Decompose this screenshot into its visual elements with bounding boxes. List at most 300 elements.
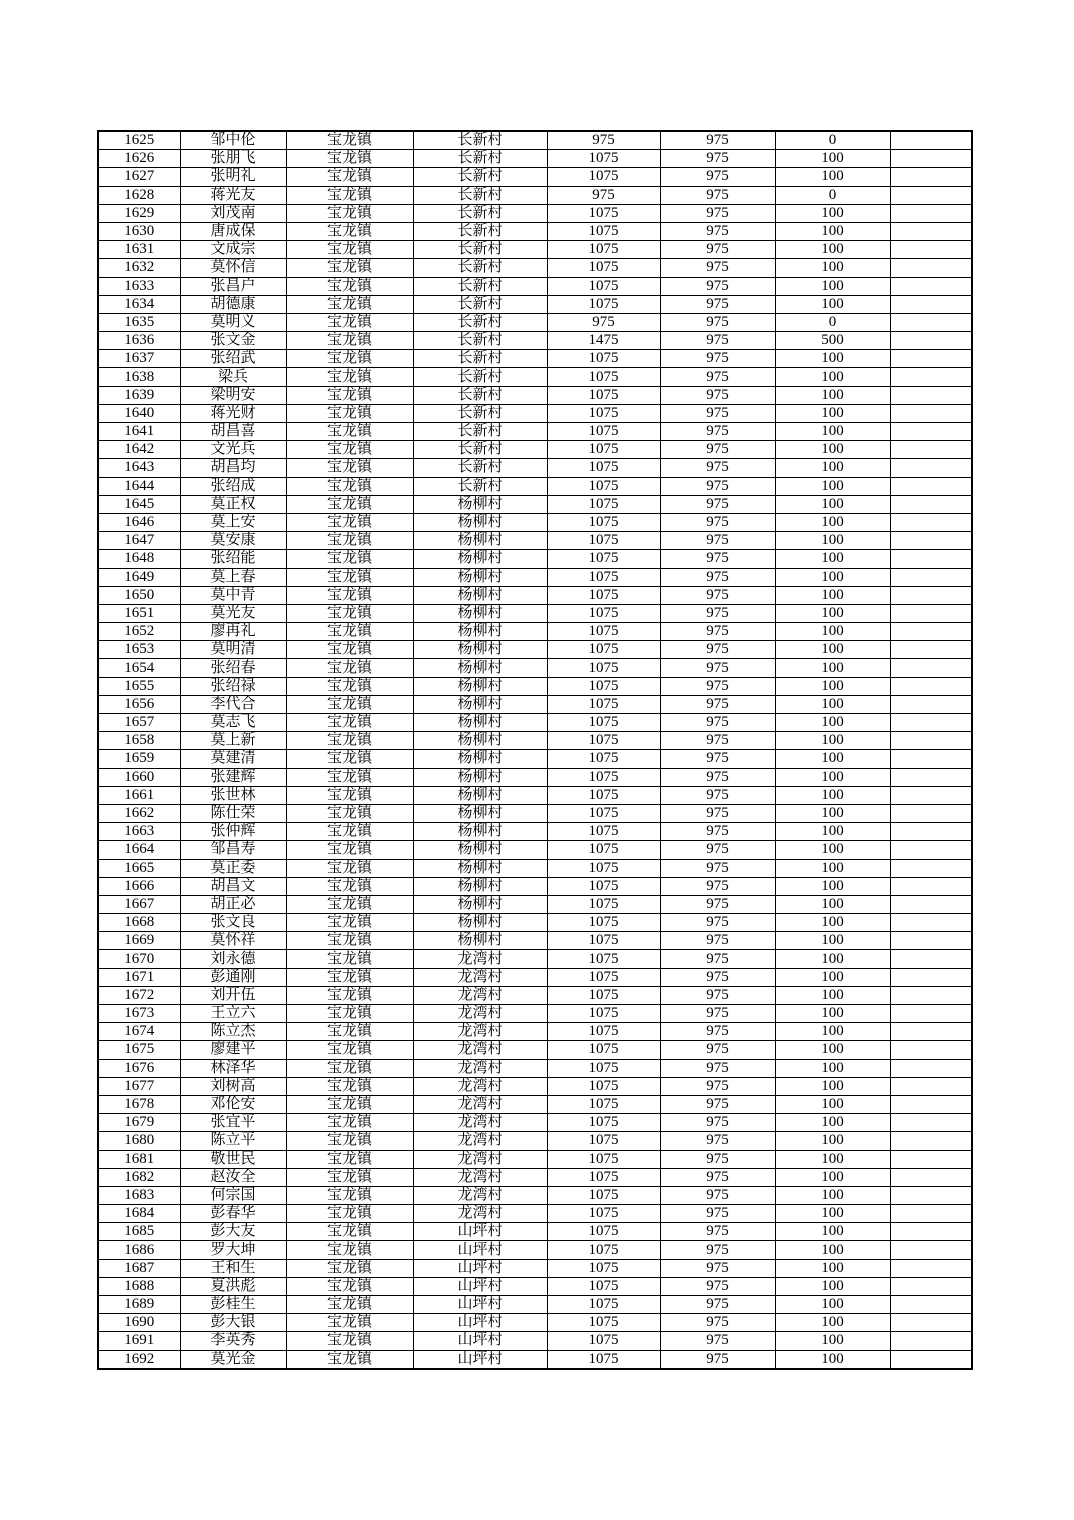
name-cell: 罗大坤 [180,1241,286,1259]
name-cell: 王和生 [180,1259,286,1277]
difference-cell: 100 [775,495,890,513]
difference-cell: 100 [775,1095,890,1113]
remark-cell [890,768,972,786]
standard-cell: 975 [660,859,775,877]
difference-cell: 100 [775,568,890,586]
name-cell: 胡德康 [180,295,286,313]
town-cell: 宝龙镇 [286,332,413,350]
standard-cell: 975 [660,804,775,822]
standard-cell: 975 [660,1259,775,1277]
town-cell: 宝龙镇 [286,586,413,604]
village-cell: 杨柳村 [413,786,547,804]
remark-cell [890,732,972,750]
amount-cell: 1075 [547,550,660,568]
difference-cell: 0 [775,186,890,204]
amount-cell: 1075 [547,423,660,441]
amount-cell: 1075 [547,350,660,368]
standard-cell: 975 [660,477,775,495]
amount-cell: 1075 [547,968,660,986]
remark-cell [890,386,972,404]
standard-cell: 975 [660,441,775,459]
amount-cell: 1075 [547,1077,660,1095]
amount-cell: 1075 [547,568,660,586]
remark-cell [890,350,972,368]
row-number-cell: 1632 [98,259,180,277]
table-row [98,768,972,786]
table-row [98,1241,972,1259]
amount-cell: 1075 [547,659,660,677]
town-cell: 宝龙镇 [286,695,413,713]
village-cell: 龙湾村 [413,1077,547,1095]
amount-cell: 1075 [547,750,660,768]
name-cell: 敬世民 [180,1150,286,1168]
town-cell: 宝龙镇 [286,1314,413,1332]
row-number-cell: 1630 [98,222,180,240]
difference-cell: 100 [775,241,890,259]
standard-cell: 975 [660,732,775,750]
standard-cell: 975 [660,332,775,350]
standard-cell: 975 [660,568,775,586]
table-row [98,732,972,750]
name-cell: 邹昌寿 [180,841,286,859]
difference-cell: 100 [775,750,890,768]
row-number-cell: 1643 [98,459,180,477]
difference-cell: 100 [775,1077,890,1095]
remark-cell [890,532,972,550]
name-cell: 张文良 [180,914,286,932]
amount-cell: 1075 [547,204,660,222]
amount-cell: 1075 [547,441,660,459]
amount-cell: 1075 [547,1059,660,1077]
remark-cell [890,786,972,804]
village-cell: 长新村 [413,186,547,204]
table-row [98,877,972,895]
remark-cell [890,1259,972,1277]
standard-cell: 975 [660,404,775,422]
village-cell: 长新村 [413,477,547,495]
difference-cell: 100 [775,459,890,477]
difference-cell: 100 [775,477,890,495]
town-cell: 宝龙镇 [286,168,413,186]
table-row [98,568,972,586]
town-cell: 宝龙镇 [286,259,413,277]
difference-cell: 100 [775,222,890,240]
difference-cell: 100 [775,604,890,622]
town-cell: 宝龙镇 [286,823,413,841]
row-number-cell: 1689 [98,1296,180,1314]
standard-cell: 975 [660,714,775,732]
standard-cell: 975 [660,1205,775,1223]
village-cell: 长新村 [413,386,547,404]
table-row [98,714,972,732]
amount-cell: 975 [547,131,660,150]
remark-cell [890,714,972,732]
name-cell: 陈立平 [180,1132,286,1150]
name-cell: 张绍春 [180,659,286,677]
name-cell: 陈仕荣 [180,804,286,822]
town-cell: 宝龙镇 [286,859,413,877]
town-cell: 宝龙镇 [286,1186,413,1204]
amount-cell: 1075 [547,1041,660,1059]
name-cell: 莫上新 [180,732,286,750]
table-row [98,1350,972,1369]
row-number-cell: 1690 [98,1314,180,1332]
table-row [98,968,972,986]
remark-cell [890,459,972,477]
village-cell: 长新村 [413,150,547,168]
table-row [98,404,972,422]
amount-cell: 1075 [547,1114,660,1132]
remark-cell [890,1005,972,1023]
name-cell: 张世林 [180,786,286,804]
difference-cell: 100 [775,623,890,641]
difference-cell: 100 [775,859,890,877]
table-row [98,368,972,386]
village-cell: 龙湾村 [413,1059,547,1077]
standard-cell: 975 [660,150,775,168]
remark-cell [890,441,972,459]
standard-cell: 975 [660,368,775,386]
table-row [98,1168,972,1186]
row-number-cell: 1652 [98,623,180,641]
remark-cell [890,932,972,950]
table-row [98,313,972,331]
amount-cell: 1075 [547,714,660,732]
village-cell: 龙湾村 [413,950,547,968]
table-row [98,786,972,804]
row-number-cell: 1684 [98,1205,180,1223]
village-cell: 长新村 [413,404,547,422]
town-cell: 宝龙镇 [286,532,413,550]
standard-cell: 975 [660,841,775,859]
amount-cell: 1075 [547,641,660,659]
row-number-cell: 1645 [98,495,180,513]
row-number-cell: 1676 [98,1059,180,1077]
amount-cell: 1075 [547,804,660,822]
standard-cell: 975 [660,1277,775,1295]
remark-cell [890,150,972,168]
village-cell: 杨柳村 [413,841,547,859]
standard-cell: 975 [660,313,775,331]
name-cell: 张文金 [180,332,286,350]
standard-cell: 975 [660,423,775,441]
name-cell: 蒋光财 [180,404,286,422]
amount-cell: 1075 [547,386,660,404]
name-cell: 刘永德 [180,950,286,968]
amount-cell: 1075 [547,1095,660,1113]
remark-cell [890,877,972,895]
row-number-cell: 1631 [98,241,180,259]
row-number-cell: 1673 [98,1005,180,1023]
difference-cell: 100 [775,677,890,695]
row-number-cell: 1678 [98,1095,180,1113]
name-cell: 王立六 [180,1005,286,1023]
amount-cell: 975 [547,313,660,331]
standard-cell: 975 [660,259,775,277]
table-row [98,1332,972,1350]
amount-cell: 1075 [547,368,660,386]
name-cell: 唐成保 [180,222,286,240]
standard-cell: 975 [660,604,775,622]
standard-cell: 975 [660,677,775,695]
amount-cell: 1075 [547,1277,660,1295]
table-row [98,1114,972,1132]
table-row [98,259,972,277]
town-cell: 宝龙镇 [286,313,413,331]
name-cell: 林泽华 [180,1059,286,1077]
name-cell: 邹中伦 [180,131,286,150]
amount-cell: 1075 [547,859,660,877]
remark-cell [890,1350,972,1369]
row-number-cell: 1672 [98,986,180,1004]
table-row [98,186,972,204]
table-row [98,1059,972,1077]
remark-cell [890,277,972,295]
remark-cell [890,259,972,277]
town-cell: 宝龙镇 [286,659,413,677]
name-cell: 莫光金 [180,1350,286,1369]
amount-cell: 1075 [547,1259,660,1277]
village-cell: 杨柳村 [413,641,547,659]
table-row [98,513,972,531]
amount-cell: 1075 [547,1350,660,1369]
table-row [98,477,972,495]
difference-cell: 100 [775,1114,890,1132]
remark-cell [890,823,972,841]
table-row [98,1095,972,1113]
name-cell: 何宗国 [180,1186,286,1204]
town-cell: 宝龙镇 [286,804,413,822]
table-row [98,1023,972,1041]
row-number-cell: 1627 [98,168,180,186]
row-number-cell: 1675 [98,1041,180,1059]
name-cell: 张绍武 [180,350,286,368]
name-cell: 张绍禄 [180,677,286,695]
amount-cell: 1075 [547,150,660,168]
village-cell: 杨柳村 [413,914,547,932]
village-cell: 杨柳村 [413,604,547,622]
town-cell: 宝龙镇 [286,568,413,586]
village-cell: 杨柳村 [413,877,547,895]
amount-cell: 1075 [547,222,660,240]
village-cell: 长新村 [413,459,547,477]
name-cell: 莫中青 [180,586,286,604]
difference-cell: 100 [775,1241,890,1259]
difference-cell: 100 [775,532,890,550]
town-cell: 宝龙镇 [286,1150,413,1168]
amount-cell: 1075 [547,1186,660,1204]
name-cell: 彭大银 [180,1314,286,1332]
village-cell: 山坪村 [413,1277,547,1295]
town-cell: 宝龙镇 [286,295,413,313]
row-number-cell: 1639 [98,386,180,404]
table-row [98,386,972,404]
standard-cell: 975 [660,1150,775,1168]
remark-cell [890,986,972,1004]
name-cell: 刘树高 [180,1077,286,1095]
village-cell: 杨柳村 [413,513,547,531]
difference-cell: 100 [775,1168,890,1186]
standard-cell: 975 [660,659,775,677]
village-cell: 龙湾村 [413,1186,547,1204]
name-cell: 胡正必 [180,895,286,913]
name-cell: 夏洪彪 [180,1277,286,1295]
name-cell: 张绍能 [180,550,286,568]
village-cell: 龙湾村 [413,1005,547,1023]
data-table [97,130,973,1370]
standard-cell: 975 [660,459,775,477]
amount-cell: 1475 [547,332,660,350]
difference-cell: 100 [775,1005,890,1023]
difference-cell: 100 [775,1041,890,1059]
name-cell: 莫正委 [180,859,286,877]
difference-cell: 100 [775,1332,890,1350]
name-cell: 李代合 [180,695,286,713]
name-cell: 蒋光友 [180,186,286,204]
row-number-cell: 1654 [98,659,180,677]
row-number-cell: 1637 [98,350,180,368]
village-cell: 龙湾村 [413,968,547,986]
standard-cell: 975 [660,623,775,641]
difference-cell: 100 [775,768,890,786]
town-cell: 宝龙镇 [286,1350,413,1369]
table-row [98,1132,972,1150]
town-cell: 宝龙镇 [286,459,413,477]
remark-cell [890,841,972,859]
amount-cell: 1075 [547,586,660,604]
row-number-cell: 1677 [98,1077,180,1095]
row-number-cell: 1661 [98,786,180,804]
amount-cell: 1075 [547,1223,660,1241]
row-number-cell: 1634 [98,295,180,313]
amount-cell: 975 [547,186,660,204]
table-row [98,1314,972,1332]
village-cell: 杨柳村 [413,623,547,641]
remark-cell [890,604,972,622]
remark-cell [890,404,972,422]
table-row [98,986,972,1004]
remark-cell [890,659,972,677]
remark-cell [890,623,972,641]
name-cell: 李英秀 [180,1332,286,1350]
village-cell: 杨柳村 [413,550,547,568]
table-row [98,277,972,295]
name-cell: 刘开伍 [180,986,286,1004]
town-cell: 宝龙镇 [286,768,413,786]
standard-cell: 975 [660,1023,775,1041]
town-cell: 宝龙镇 [286,750,413,768]
village-cell: 杨柳村 [413,695,547,713]
row-number-cell: 1633 [98,277,180,295]
name-cell: 文成宗 [180,241,286,259]
village-cell: 长新村 [413,168,547,186]
table-row [98,1150,972,1168]
amount-cell: 1075 [547,604,660,622]
town-cell: 宝龙镇 [286,186,413,204]
town-cell: 宝龙镇 [286,1241,413,1259]
amount-cell: 1075 [547,823,660,841]
town-cell: 宝龙镇 [286,277,413,295]
standard-cell: 975 [660,695,775,713]
standard-cell: 975 [660,222,775,240]
table-row [98,1205,972,1223]
amount-cell: 1075 [547,986,660,1004]
difference-cell: 100 [775,150,890,168]
standard-cell: 975 [660,168,775,186]
standard-cell: 975 [660,532,775,550]
village-cell: 杨柳村 [413,750,547,768]
town-cell: 宝龙镇 [286,350,413,368]
name-cell: 胡昌均 [180,459,286,477]
row-number-cell: 1663 [98,823,180,841]
remark-cell [890,550,972,568]
town-cell: 宝龙镇 [286,513,413,531]
name-cell: 陈立杰 [180,1023,286,1041]
name-cell: 邓伦安 [180,1095,286,1113]
town-cell: 宝龙镇 [286,222,413,240]
village-cell: 杨柳村 [413,823,547,841]
table-row [98,859,972,877]
village-cell: 长新村 [413,441,547,459]
village-cell: 杨柳村 [413,804,547,822]
standard-cell: 975 [660,986,775,1004]
amount-cell: 1075 [547,932,660,950]
standard-cell: 975 [660,586,775,604]
town-cell: 宝龙镇 [286,914,413,932]
row-number-cell: 1646 [98,513,180,531]
remark-cell [890,513,972,531]
difference-cell: 100 [775,368,890,386]
town-cell: 宝龙镇 [286,1095,413,1113]
town-cell: 宝龙镇 [286,841,413,859]
amount-cell: 1075 [547,1150,660,1168]
village-cell: 杨柳村 [413,532,547,550]
village-cell: 杨柳村 [413,714,547,732]
standard-cell: 975 [660,513,775,531]
standard-cell: 975 [660,495,775,513]
difference-cell: 100 [775,1059,890,1077]
town-cell: 宝龙镇 [286,386,413,404]
town-cell: 宝龙镇 [286,932,413,950]
difference-cell: 100 [775,1132,890,1150]
amount-cell: 1075 [547,1314,660,1332]
village-cell: 长新村 [413,222,547,240]
difference-cell: 100 [775,695,890,713]
row-number-cell: 1648 [98,550,180,568]
name-cell: 莫光友 [180,604,286,622]
village-cell: 杨柳村 [413,732,547,750]
standard-cell: 975 [660,186,775,204]
standard-cell: 975 [660,550,775,568]
row-number-cell: 1640 [98,404,180,422]
name-cell: 莫怀信 [180,259,286,277]
town-cell: 宝龙镇 [286,677,413,695]
town-cell: 宝龙镇 [286,1168,413,1186]
row-number-cell: 1656 [98,695,180,713]
standard-cell: 975 [660,1041,775,1059]
name-cell: 彭春华 [180,1205,286,1223]
amount-cell: 1075 [547,168,660,186]
village-cell: 长新村 [413,131,547,150]
difference-cell: 100 [775,841,890,859]
difference-cell: 100 [775,1296,890,1314]
row-number-cell: 1642 [98,441,180,459]
remark-cell [890,586,972,604]
remark-cell [890,368,972,386]
name-cell: 莫明清 [180,641,286,659]
table-row [98,532,972,550]
difference-cell: 100 [775,386,890,404]
